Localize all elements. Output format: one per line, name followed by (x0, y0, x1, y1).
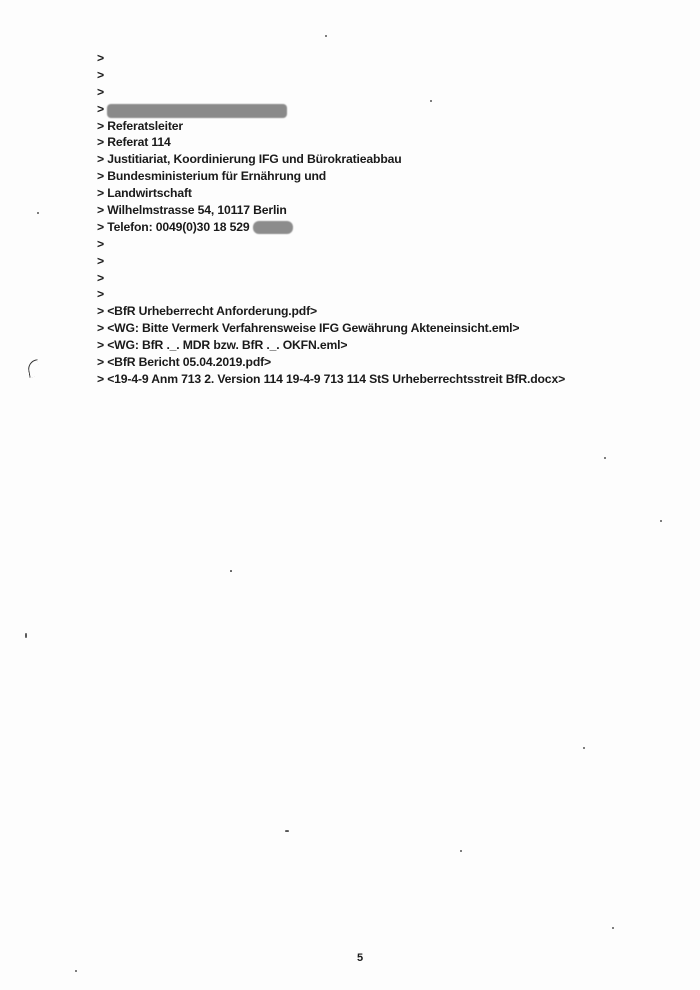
quote-line: > (97, 51, 104, 65)
email-quote-block (97, 50, 657, 388)
scan-speck (612, 927, 614, 929)
scan-speck (660, 520, 662, 522)
page-number: 5 (357, 952, 364, 964)
scan-speck (325, 35, 327, 37)
margin-pen-mark (27, 359, 41, 378)
attachment-line: > <BfR Urheberrecht Anforderung.pdf> (97, 304, 317, 319)
sender-department: > Justitiariat, Koordinierung IFG und Bürokratieabbau (97, 152, 402, 167)
sender-position: > Referatsleiter (97, 118, 184, 133)
redaction-bar (107, 104, 287, 118)
attachment-line: > <WG: BfR ._. MDR bzw. BfR ._. OKFN.eml> (97, 338, 348, 353)
quote-line: > (97, 270, 104, 285)
scan-speck (75, 970, 77, 972)
scan-speck (430, 100, 432, 102)
scan-speck (604, 457, 606, 459)
scan-speck (285, 830, 289, 832)
scan-speck (460, 850, 462, 852)
sender-ministry-cont: > Landwirtschaft (97, 186, 192, 201)
sender-address: > Wilhelmstrasse 54, 10117 Berlin (97, 203, 287, 218)
sender-unit: > Referat 114 (97, 135, 171, 150)
sender-phone: > Telefon: 0049(0)30 18 529 (97, 219, 657, 236)
quote-line: > (97, 236, 104, 251)
sender-ministry: > Bundesministerium für Ernährung und (97, 169, 327, 184)
redaction-blob (253, 221, 293, 234)
scan-speck (230, 570, 232, 572)
scan-speck (25, 633, 27, 638)
attachment-line: > <19-4-9 Anm 713 2. Version 114 19-4-9 713 114 StS Urheberrechtsstreit BfR.docx> (97, 371, 566, 386)
attachment-line: > <BfR Bericht 05.04.2019.pdf> (97, 355, 271, 370)
quote-line: > (97, 67, 104, 82)
quote-line-redacted-name: > (97, 101, 657, 118)
scan-speck (37, 212, 39, 214)
attachment-line: > <WG: Bitte Vermerk Verfahrensweise IFG Gewährung Akteneinsicht.eml> (97, 321, 520, 336)
scan-speck (583, 747, 585, 749)
quote-line: > (97, 287, 104, 302)
quote-line: > (97, 84, 104, 99)
quote-line: > (97, 253, 104, 268)
